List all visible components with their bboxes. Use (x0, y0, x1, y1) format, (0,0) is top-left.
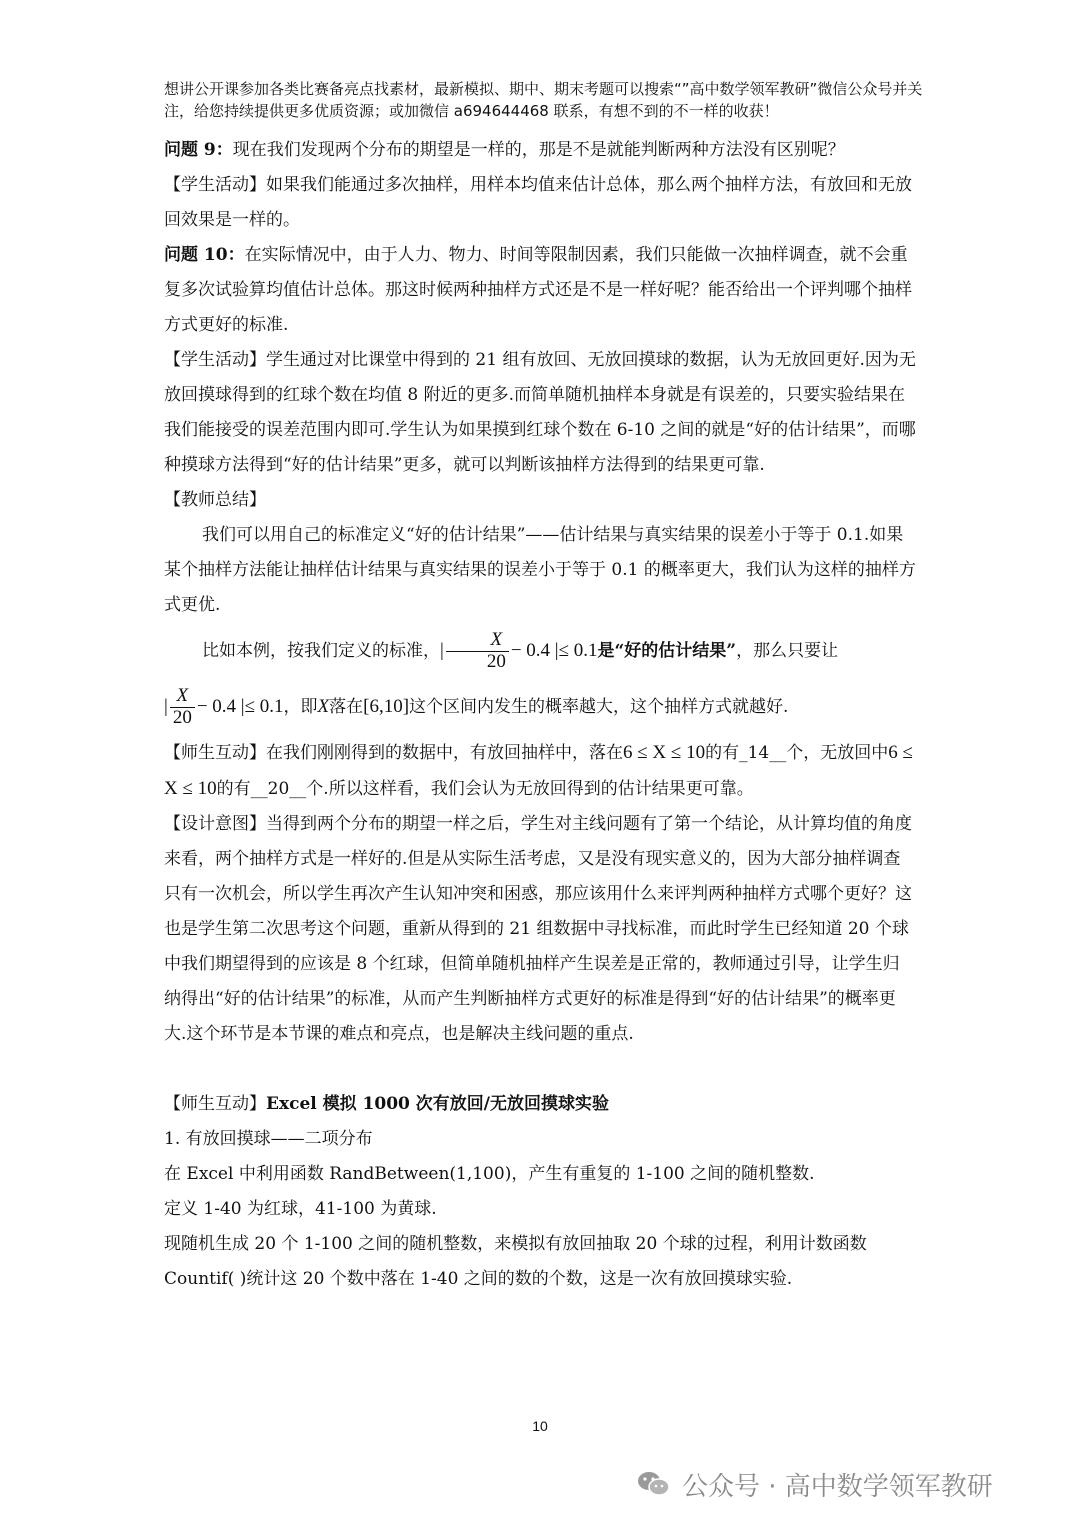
teacher-summary-heading: 【教师总结】 (164, 490, 266, 510)
fraction-numerator: X (446, 630, 509, 652)
paragraph-text: ，那么只要让 (736, 641, 839, 661)
count-without-replacement: 20 (267, 779, 290, 799)
section-title: Excel 模拟 1000 次有放回/无放回摸球实验 (266, 1094, 609, 1114)
fraction-denominator: 20 (172, 707, 192, 728)
paragraph-text: __个，无放回中 (769, 743, 889, 763)
paragraph-text: __个.所以这样看，我们会认为无放回得到的估计结果更可靠。 (289, 779, 754, 799)
interaction-2 (164, 1087, 916, 1122)
document-body (164, 133, 916, 1297)
design-intent (164, 807, 916, 1052)
promo-header: 想讲公开课参加各类比赛备亮点找素材，最新模拟、期中、期末考题可以搜索“”高中数学领军教研”微信公众号并关注，给您持续提供更多优质资源；或加微信 a694644468 联系，有想不到的不一样的收获！ (164, 80, 923, 120)
section-tag: 【学生活动】 (164, 350, 266, 370)
question-text: 现在我们发现两个分布的期望是一样的，那是不是就能判断两种方法没有区别呢？ (232, 140, 845, 160)
student-activity-2 (164, 343, 916, 483)
paragraph-text: ，即 (283, 697, 318, 717)
interval: [6,10] (363, 696, 410, 717)
section-tag: 【师生互动】 (164, 743, 266, 763)
paragraph-text: 在我们刚刚得到的数据中，有放回抽样中，落在 (266, 743, 623, 763)
section-tag: 【学生活动】 (164, 175, 266, 195)
fraction-denominator: 20 (486, 651, 506, 672)
teacher-summary-paragraph: 我们可以用自己的标准定义“好的估计结果”——估计结果与真实结果的误差小于等于 0.1.如果某个抽样方法能让抽样估计结果与真实结果的误差小于等于 0.1 的概率更大，我们认为这样的抽样方式更优. (164, 525, 916, 615)
paragraph-text: 这个区间内发生的概率越大，这个抽样方式就越好. (409, 697, 789, 717)
paragraph: 现随机生成 20 个 1-100 之间的随机整数，来模拟有放回抽取 20 个球的过程，利用计数函数 Countif( )统计这 20 个数中落在 1-40 之间的数的个数，这是一次有放回摸球实验. (164, 1234, 867, 1289)
question-label: 问题 9： (164, 140, 233, 160)
wechat-icon (636, 1469, 672, 1499)
paragraph: 定义 1-40 为红球，41-100 为黄球. (164, 1199, 437, 1219)
abs-bar: | (440, 640, 444, 661)
paragraph-text: 比如本例，按我们定义的标准， (202, 641, 440, 661)
section-tag: 【师生互动】 (164, 1094, 266, 1114)
question-label: 问题 10： (164, 245, 245, 265)
paragraph-text: 的有__ (216, 779, 268, 799)
fraction-x-over-20 (446, 630, 509, 673)
student-activity-1 (164, 168, 916, 238)
paragraph: 在 Excel 中利用函数 RandBetween(1,100)，产生有重复的 1-100 之间的随机整数. (164, 1164, 815, 1184)
page-number: 10 (532, 1418, 548, 1434)
formula-paragraph-1 (164, 623, 916, 679)
bold-text: 是“好的估计结果” (597, 641, 737, 661)
question-10 (164, 238, 916, 343)
paragraph-text: 落在 (329, 697, 364, 717)
formula-paragraph-2 (164, 679, 916, 735)
fraction-x-over-20 (170, 686, 195, 729)
inequality-tail: − 0.4 |≤ 0.1 (510, 640, 598, 661)
range-expression: 6 ≤ X ≤ 10 (623, 742, 706, 763)
paragraph-text: 学生通过对比课堂中得到的 21 组有放回、无放回摸球的数据，认为无放回更好.因为无放回摸球得到的红球个数在均值 8 附近的更多.而简单随机抽样本身就是有误差的，只要实验结果在我们能接受的误差范围内即可.学生认为如果摸到红球个数在 6-10 之间的就是“好的估计结果”，而哪种摸球方法得到“好的估计结果”更多，就可以判断该抽样方法得到的结果更可靠. (164, 350, 916, 475)
footer-text: 公众号 · 高中数学领军教研 (682, 1471, 993, 1502)
question-9 (164, 133, 916, 168)
count-with-replacement: 14 (747, 743, 770, 763)
wechat-footer (636, 1464, 993, 1504)
paragraph-text: 的有_ (705, 743, 748, 763)
abs-bar: | (164, 696, 168, 717)
range-expression: 6 ≤ X ≤ 10 (164, 742, 913, 799)
paragraph-text: 当得到两个分布的期望一样之后，学生对主线问题有了第一个结论，从计算均值的角度来看，两个抽样方式是一样好的.但是从实际生活考虑，又是没有现实意义的，因为大部分抽样调查只有一次机会，所以学生再次产生认知冲突和困惑，那应该用什么来评判两种抽样方式哪个更好？这也是学生第二次思考这个问题，重新从得到的 21 组数据中寻找标准，而此时学生已经知道 20 个球中我们期望得到的应该是 8 个红球，但简单随机抽样产生误差是正常的，教师通过引导，让学生归纳得出“好的估计结果”的标准，从而产生判断抽样方式更好的标准是得到“好的估计结果”的概率更大.这个环节是本节课的难点和亮点，也是解决主线问题的重点. (164, 814, 912, 1044)
section-tag: 【设计意图】 (164, 814, 266, 834)
inequality-tail: − 0.4 |≤ 0.1 (196, 696, 284, 717)
question-text: 在实际情况中，由于人力、物力、时间等限制因素，我们只能做一次抽样调查，就不会重复多次试验算均值估计总体。那这时候两种抽样方式还是不是一样好呢？能否给出一个评判哪个抽样方式更好的标准. (164, 245, 912, 335)
fraction-numerator: X (170, 686, 195, 708)
paragraph-text: 如果我们能通过多次抽样，用样本均值来估计总体，那么两个抽样方法，有放回和无放回效果是一样的。 (164, 175, 912, 230)
variable-x: X (317, 696, 330, 717)
spacer (164, 1052, 916, 1087)
subsection-heading: 1. 有放回摸球——二项分布 (164, 1129, 373, 1149)
interaction-1 (164, 735, 916, 807)
